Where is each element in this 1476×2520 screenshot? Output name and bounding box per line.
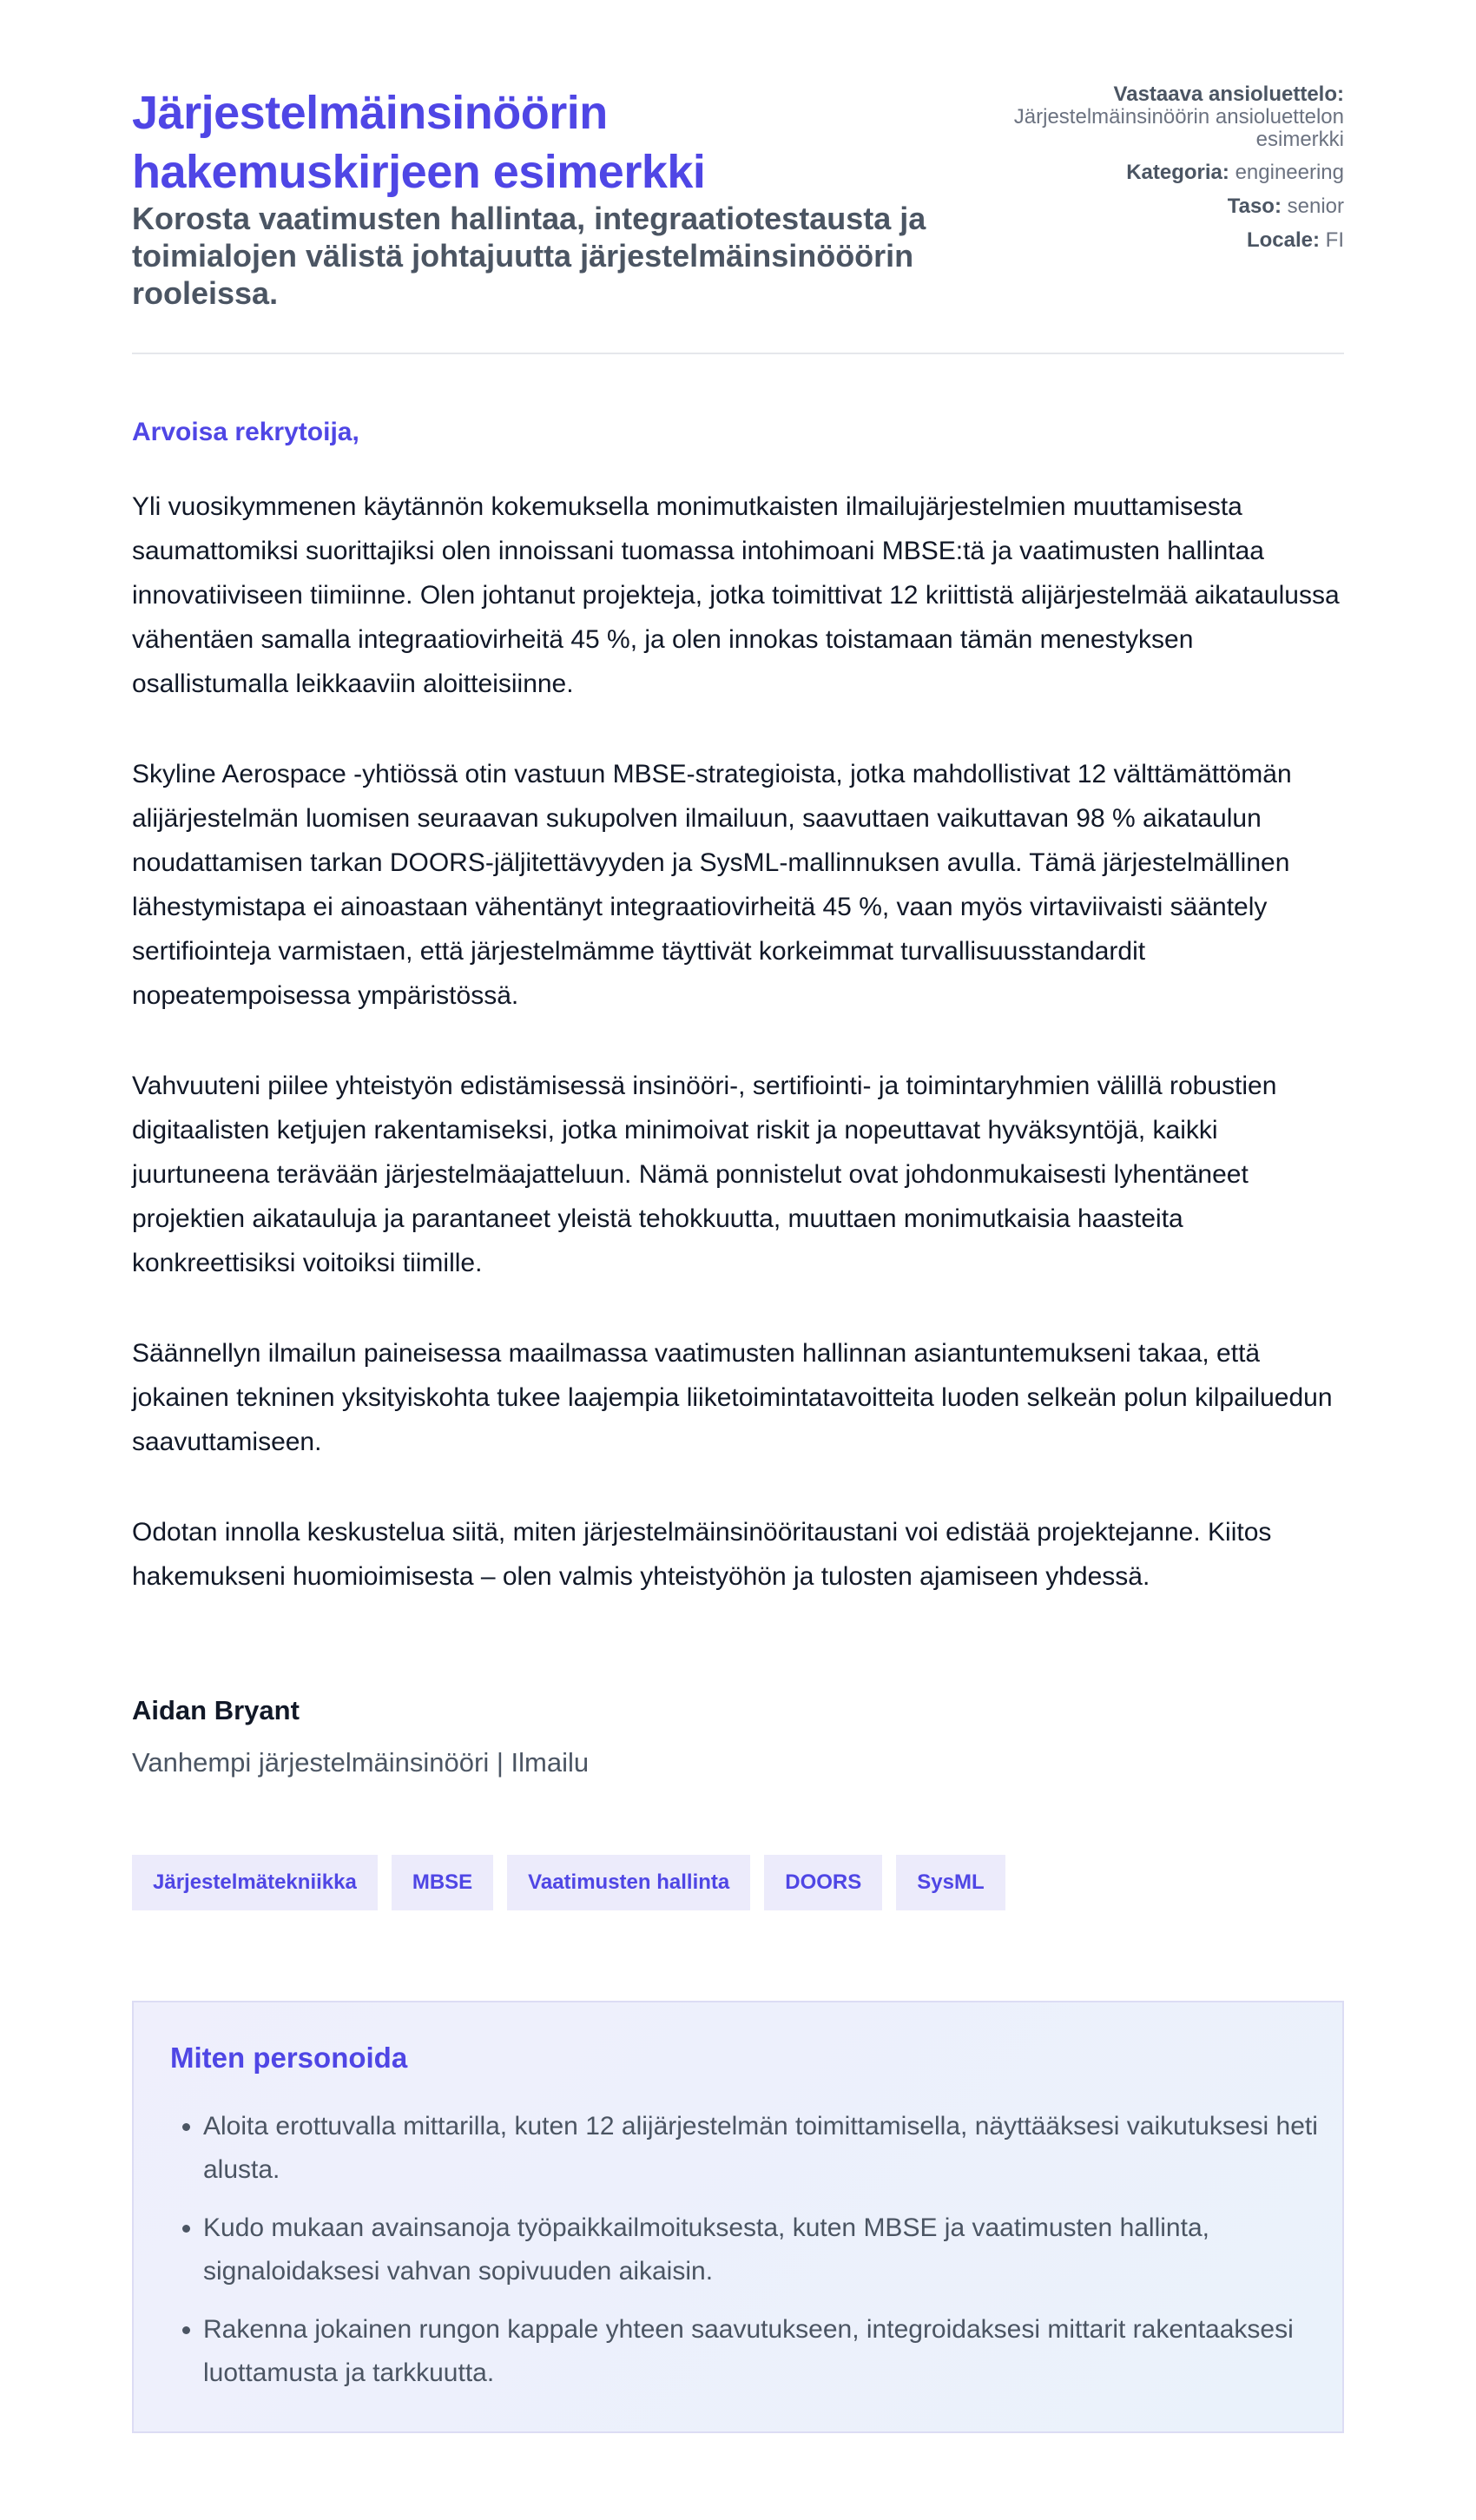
level-row	[997, 195, 1344, 218]
letter-paragraph: Säännellyn ilmailun paineisessa maailmassa vaatimusten hallinnan asiantuntemukseni takaa, että jokainen tekninen yksityiskohta tukee laajempia liiketoimintatavoitteita luoden selkeän polun kilpailuedun saavuttamiseen.	[132, 1339, 1333, 1456]
locale-value: FI	[1325, 228, 1344, 252]
tag-doors[interactable]: DOORS	[764, 1855, 882, 1910]
letter-body	[132, 485, 1344, 1645]
level-label: Taso:	[1227, 195, 1282, 218]
tip-item: • Kudo mukaan avainsanoja työpaikkailmoituksesta, kuten MBSE ja vaatimusten hallinta, signaloidaksesi vahvan sopivuuden aikaisin.	[203, 2207, 1332, 2293]
resume-label: Vastaava ansioluettelo:	[1113, 82, 1344, 106]
letter-paragraph: Vahvuuteni piilee yhteistyön edistämisessä insinööri-, sertifiointi- ja toimintaryhmien välillä robustien digitaalisten ketjujen rakentamiseksi, jotka minimoivat riskit ja nopeuttavat hyväksyntöjä, kaikki juurtuneena terävään järjestelmäajatteluun. Nämä ponnistelut ovat johdonmukaisesti lyhentäneet projektien aikatauluja ja parantaneet yleistä tehokkuutta, muuttaen monimutkaisia haasteita konkreettisiksi voitoiksi tiimille.	[132, 1072, 1277, 1277]
tag-requirements-management[interactable]: Vaatimusten hallinta	[507, 1855, 750, 1910]
letter-paragraph: Yli vuosikymmenen käytännön kokemuksella monimutkaisten ilmailujärjestelmien muuttamisesta saumattomiksi suorittajiksi olen innoissani tuomassa intohimoani MBSE:tä ja vaatimusten hallintaa innovatiiviseen tiimiinne. Olen johtanut projekteja, jotka toimittivat 12 kriittistä alijärjestelmää aikataulussa vähentäen samalla integraatiovirheitä 45 %, ja olen innokas toistamaan tämän menestyksen osallistumalla leikkaaviin aloitteisiinne.	[132, 492, 1340, 698]
category-value: engineering	[1235, 161, 1344, 184]
tips-list	[170, 2105, 1332, 2410]
signature-role: Vanhempi järjestelmäinsinööri | Ilmailu	[132, 1747, 590, 1778]
skill-tags	[132, 1855, 1005, 1910]
letter-paragraph: Skyline Aerospace -yhtiössä otin vastuun MBSE-strategioista, jotka mahdollistivat 12 välttämättömän alijärjestelmän luomisen seuraavan sukupolven ilmailuun, saavuttaen vaikuttavan 98 % aikataulun noudattamisen tarkan DOORS-jäljitettävyyden ja SysML-mallinnuksen avulla. Tämä järjestelmällinen lähestymistapa ei ainoastaan vähentänyt integraatiovirheitä 45 %, vaan myös virtaviivaisti sääntely sertifiointeja varmistaen, että järjestelmämme täyttivät korkeimmat turvallisuusstandardit nopeatempoisessa ympäristössä.	[132, 760, 1292, 1010]
category-label: Kategoria:	[1126, 161, 1229, 184]
tips-title: Miten personoida	[170, 2042, 408, 2074]
tag-mbse[interactable]: MBSE	[392, 1855, 493, 1910]
locale-label: Locale:	[1246, 228, 1320, 252]
tip-item: • Aloita erottuvalla mittarilla, kuten 12 alijärjestelmän toimittamisella, näyttääksesi vaikutuksesi heti alusta.	[203, 2105, 1332, 2192]
salutation: Arvoisa rekrytoija,	[132, 418, 359, 446]
page-subtitle: Korosta vaatimusten hallintaa, integraatiotestausta ja toimialojen välistä johtajuutta järjestelmäinsinööörin rooleissa.	[132, 201, 926, 311]
letter-paragraph: Odotan innolla keskustelua siitä, miten järjestelmäinsinööritaustani voi edistää projektejanne. Kiitos hakemukseni huomioimisesta – olen valmis yhteistyöhön ja tulosten ajamiseen yhdessä.	[132, 1518, 1272, 1591]
page-header	[132, 0, 1344, 354]
meta-panel	[997, 83, 1344, 252]
level-value: senior	[1287, 195, 1344, 218]
cover-letter-page	[132, 0, 1344, 2387]
tag-systems-engineering[interactable]: Järjestelmätekniikka	[132, 1855, 378, 1910]
signature-name: Aidan Bryant	[132, 1695, 300, 1725]
tag-sysml[interactable]: SysML	[896, 1855, 1005, 1910]
locale-row	[997, 229, 1344, 252]
page-title: Järjestelmäinsinöörin hakemuskirjeen esimerkki	[132, 87, 706, 198]
resume-link[interactable]: Järjestelmäinsinöörin ansioluettelon esimerkki	[1013, 105, 1344, 151]
category-row	[997, 162, 1344, 184]
tip-item: • Rakenna jokainen rungon kappale yhteen saavutukseen, integroidaksesi mittarit rakentaaksesi luottamusta ja tarkkuutta.	[203, 2308, 1332, 2395]
personalization-tips-box	[132, 2001, 1344, 2433]
